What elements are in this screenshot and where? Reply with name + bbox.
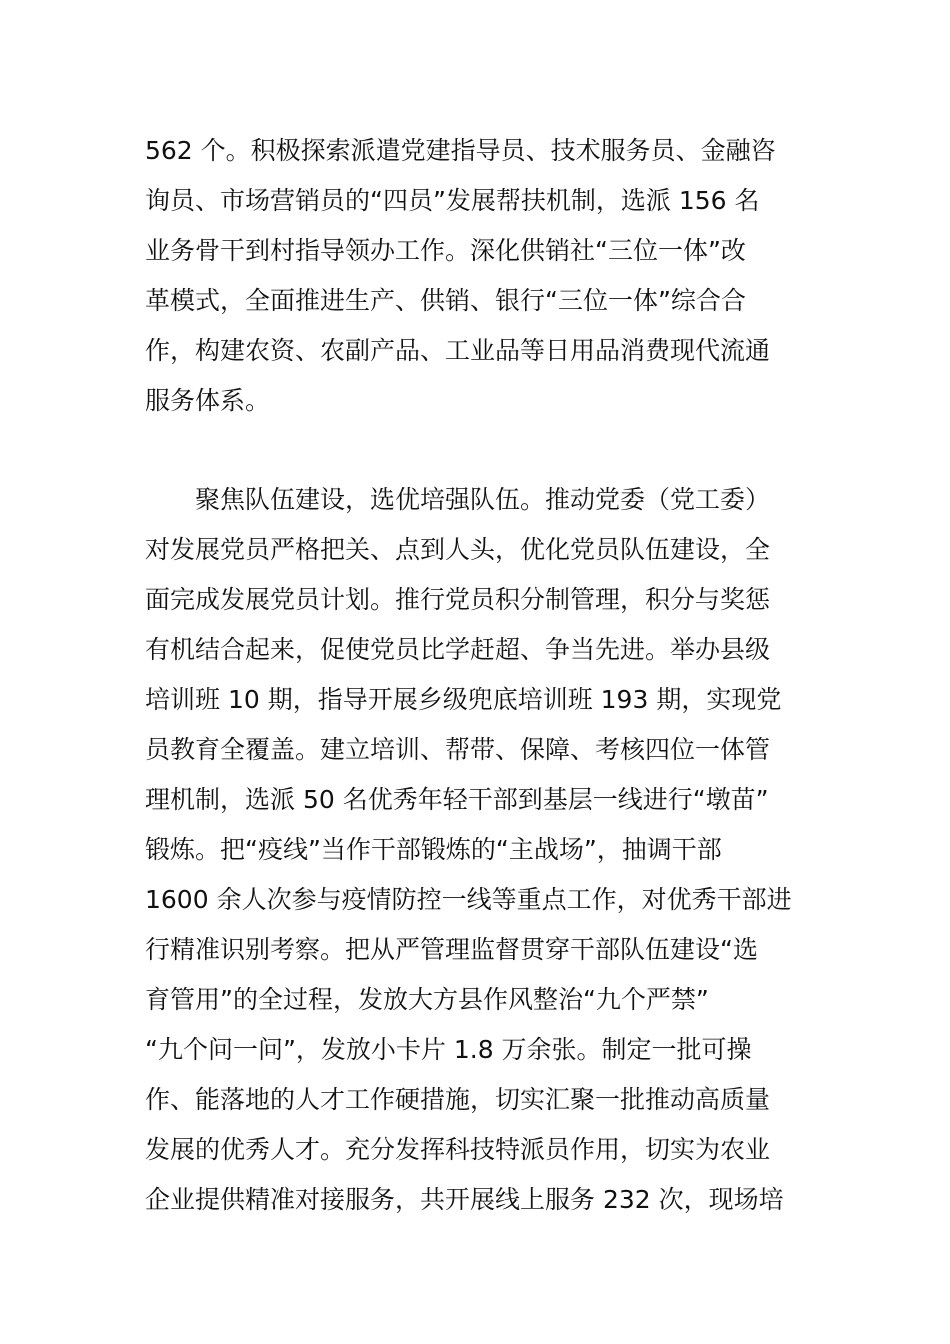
text-line: 作，构建农资、农副产品、工业品等日用品消费现代流通 [145, 336, 771, 365]
text-line: 行精准识别考察。把从严管理监督贯穿干部队伍建设“选 [145, 935, 758, 964]
text-line: 作、能落地的人才工作硬措施，切实汇聚一批推动高质量 [145, 1085, 771, 1114]
text-line: 锻炼。把“疫线”当作干部锻炼的“主战场”，抽调干部 [145, 835, 722, 864]
text-line: 育管用”的全过程，发放大方县作风整治“九个严禁” [145, 985, 709, 1014]
paragraph-2 [145, 475, 825, 1225]
text-line: 员教育全覆盖。建立培训、帮带、保障、考核四位一体管 [145, 735, 771, 764]
text-line: 业务骨干到村指导领办工作。深化供销社“三位一体”改 [145, 236, 746, 265]
text-line: 有机结合起来，促使党员比学赶超、争当先进。举办县级 [145, 635, 771, 664]
text-line: 企业提供精准对接服务，共开展线上服务 232 次，现场培 [145, 1185, 784, 1214]
text-line: 发展的优秀人才。充分发挥科技特派员作用，切实为农业 [145, 1135, 771, 1164]
text-line: 服务体系。 [145, 386, 271, 415]
text-line: 1600 余人次参与疫情防控一线等重点工作，对优秀干部进 [145, 885, 792, 914]
text-line: 询员、市场营销员的“四员”发展帮扶机制，选派 156 名 [145, 186, 760, 215]
text-line: 面完成发展党员计划。推行党员积分制管理，积分与奖惩 [145, 585, 771, 614]
text-line: 聚焦队伍建设，选优培强队伍。推动党委（党工委） [145, 485, 771, 514]
text-line: 培训班 10 期，指导开展乡级兜底培训班 193 期，实现党 [145, 685, 782, 714]
text-line: 理机制，选派 50 名优秀年轻干部到基层一线进行“墩苗” [145, 785, 769, 814]
text-line: 562 个。积极探索派遣党建指导员、技术服务员、金融咨 [145, 136, 776, 165]
text-line: 对发展党员严格把关、点到人头，优化党员队伍建设，全 [145, 535, 771, 564]
text-line: 革模式，全面推进生产、供销、银行“三位一体”综合合 [145, 286, 746, 315]
text-line: “九个问一问”，发放小卡片 1.8 万余张。制定一批可操 [145, 1035, 752, 1064]
paragraph-1 [145, 126, 825, 426]
